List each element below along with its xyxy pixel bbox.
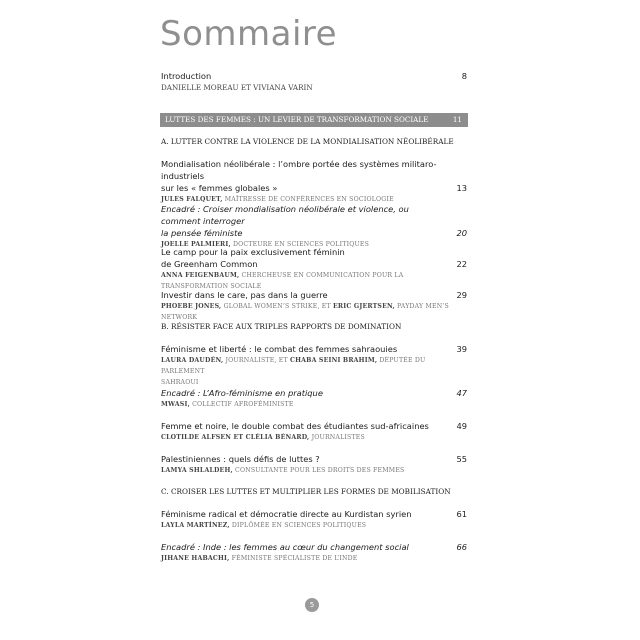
entry-title (161, 420, 467, 432)
part-banner-label: LUTTES DES FEMMES : UN LEVIER DE TRANSFORMATION SOCIALE (165, 115, 429, 124)
entry-page-number: 47 (456, 388, 467, 398)
toc-entry (161, 541, 467, 564)
entry-title (161, 246, 467, 270)
intro-title-text: Introduction (161, 71, 212, 81)
entry-title (161, 508, 467, 520)
author-name: CLOTILDE ALFSEN ET CLÉLIA BÉNARD, (161, 434, 310, 441)
entry-author (161, 432, 467, 443)
author-name: MWASI, (161, 401, 190, 408)
entry-title-line: Le camp pour la paix exclusivement féminin (161, 247, 345, 257)
author-name: PHOEBE JONES, (161, 303, 222, 310)
author-affiliation: SAHRAOUI (161, 379, 199, 386)
author-affiliation: CHERCHEUSE EN COMMUNICATION POUR LA TRANSFORMATION SOCIALE (161, 272, 404, 290)
entry-author (161, 520, 467, 531)
entry-page-number: 29 (456, 290, 467, 300)
entry-title-line: Féminisme radical et démocratie directe au Kurdistan syrien (161, 509, 412, 519)
author-affiliation: FÉMINISTE SPÉCIALISTE DE L’INDE (229, 555, 358, 562)
toc-entry (161, 420, 467, 443)
author-name: ANNA FEIGENBAUM, (161, 272, 240, 279)
entry-author (161, 399, 467, 410)
author-name: LAYLA MARTÍNEZ, (161, 522, 230, 529)
entry-title (161, 453, 467, 465)
entry-title-line: sur les « femmes globales » (161, 183, 278, 193)
toc-entry (161, 203, 467, 250)
author-affiliation: DOCTEURE EN SCIENCES POLITIQUES (230, 241, 370, 248)
author-affiliation: JOURNALISTE, ET (223, 357, 290, 364)
intro-title (161, 70, 467, 82)
toc-entry (161, 453, 467, 476)
entry-page-number: 61 (456, 509, 467, 519)
entry-author (161, 465, 467, 476)
toc-entry (161, 387, 467, 410)
author-affiliation: MAÎTRESSE DE CONFÉRENCES EN SOCIOLOGIE (222, 196, 394, 203)
entry-title-line: Investir dans le care, pas dans la guerre (161, 290, 328, 300)
entry-page-number: 39 (456, 344, 467, 354)
author-affiliation: COLLECTIF AFROFÉMINISTE (189, 401, 294, 408)
part-banner (160, 113, 468, 127)
intro-authors: DANIELLE MOREAU ET VIVIANA VARIN (161, 83, 313, 92)
entry-page-number: 55 (456, 454, 467, 464)
toc-entry (161, 246, 467, 292)
author-affiliation: DIPLÔMÉE EN SCIENCES POLITIQUES (229, 522, 367, 529)
author-affiliation: GLOBAL WOMEN’S STRIKE, ET (221, 303, 334, 310)
author-name: ERIC GJERTSEN, (333, 303, 395, 310)
intro-entry (161, 70, 467, 93)
section-heading-c: C. CROISER LES LUTTES ET MULTIPLIER LES FORMES DE MOBILISATION (161, 487, 451, 496)
author-affiliation: CONSULTANTE POUR LES DROITS DES FEMMES (232, 467, 405, 474)
entry-title-line: Encadré : L’Afro-féminisme en pratique (161, 388, 323, 398)
entry-title (161, 343, 467, 355)
entry-title-line: Féminisme et liberté : le combat des femmes sahraouies (161, 344, 398, 354)
entry-author (161, 553, 467, 564)
entry-page-number: 13 (456, 183, 467, 193)
toc-entry (161, 289, 467, 323)
entry-title-line: Palestiniennes : quels défis de luttes ? (161, 454, 320, 464)
author-name: JIHANE HABACHI, (161, 555, 230, 562)
page-number-badge: 5 (305, 598, 319, 612)
part-banner-page: 11 (452, 115, 462, 124)
author-name: JULES FALQUET, (161, 196, 223, 203)
author-name: LAURA DAUDÉN, (161, 357, 224, 364)
author-affiliation: PAYDAY MEN’S NETWORK (161, 303, 449, 321)
entry-title (161, 289, 467, 301)
entry-page-number: 66 (456, 542, 467, 552)
entry-page-number: 22 (456, 259, 467, 269)
section-heading-b: B. RÉSISTER FACE AUX TRIPLES RAPPORTS DE DOMINATION (161, 322, 402, 331)
entry-title-line: Mondialisation néolibérale : l’ombre portée des systèmes militaro-industriels (161, 159, 437, 181)
entry-title-line: de Greenham Common (161, 259, 258, 269)
entry-title-line: la pensée féministe (161, 228, 243, 238)
author-name: CHABA SEINI BRAHIM, (289, 357, 378, 364)
entry-title-line: Encadré : Croiser mondialisation néolibérale et violence, ou comment interroger (161, 204, 409, 226)
entry-page-number: 20 (456, 228, 467, 238)
entry-title (161, 541, 467, 553)
toc-entry (161, 158, 467, 205)
entry-title (161, 387, 467, 399)
entry-title (161, 158, 467, 194)
entry-title-line: Encadré : Inde : les femmes au cœur du changement social (161, 542, 409, 552)
section-heading-a: A. LUTTER CONTRE LA VIOLENCE DE LA MONDIALISATION NÉOLIBÉRALE (161, 137, 454, 146)
author-name: JOELLE PALMIERI, (161, 241, 231, 248)
toc-entry (161, 508, 467, 531)
intro-page-number: 8 (461, 71, 467, 81)
entry-title-line: Femme et noire, le double combat des étudiantes sud-africaines (161, 421, 429, 431)
toc-entry (161, 343, 467, 388)
author-name: LAMYA SHLALDEH, (161, 467, 233, 474)
entry-page-number: 49 (456, 421, 467, 431)
entry-title (161, 203, 467, 239)
page-title: Sommaire (160, 14, 338, 54)
author-affiliation: JOURNALISTES (309, 434, 365, 441)
entry-author (161, 355, 467, 377)
entry-author (161, 301, 467, 323)
author-affiliation: DÉPUTÉE DU PARLEMENT (161, 357, 426, 375)
